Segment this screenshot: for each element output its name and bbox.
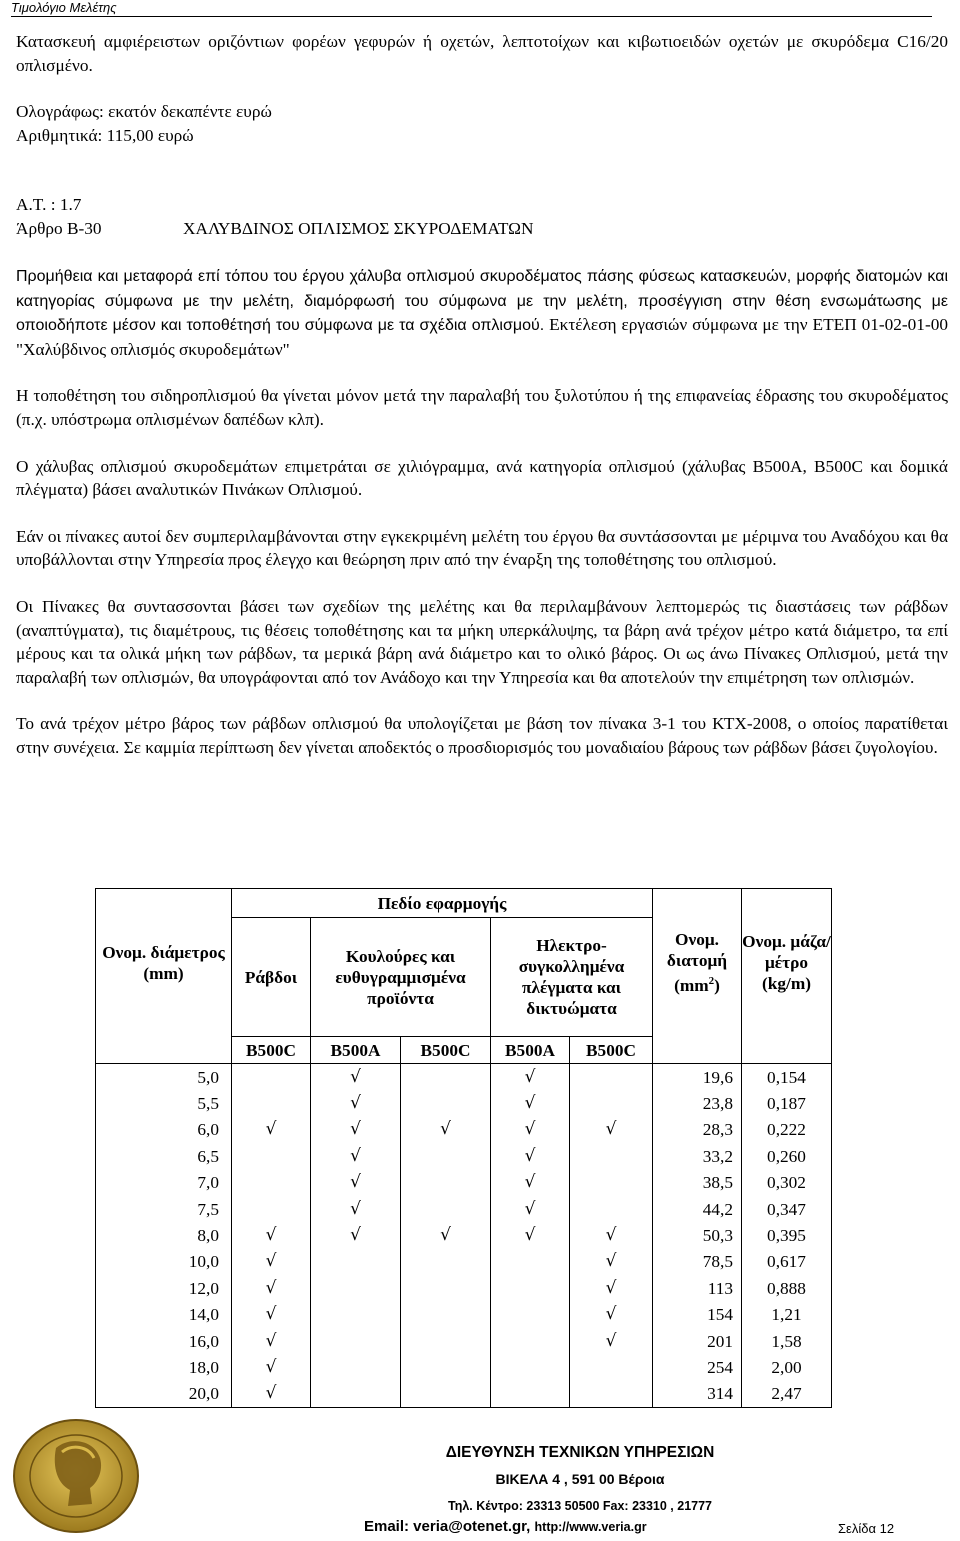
area-cell: 44,2: [653, 1196, 742, 1222]
diameter-cell: 5,0: [96, 1064, 232, 1091]
area-cell: 33,2: [653, 1143, 742, 1169]
table-row: [96, 1143, 832, 1169]
empty-cell: [570, 1354, 653, 1380]
group-header: Πεδίο εφαρμογής: [232, 889, 653, 918]
empty-cell: [491, 1275, 570, 1301]
area-cell: 38,5: [653, 1170, 742, 1196]
paragraph-placement: Η τοποθέτηση του σιδηροπλισμού θα γίνεται μόνον μετά την παραλαβή του ξυλοτύπου ή της επιφανείας έδρασης του σκυροδέματος (π.χ. υπόστρωμα οπλισμένων δαπέδων κλπ).: [16, 386, 948, 429]
mass-cell: 2,47: [742, 1381, 832, 1408]
diameter-cell: 18,0: [96, 1354, 232, 1380]
check-mark: √: [570, 1117, 653, 1143]
footer-url[interactable]: http://www.veria.gr: [534, 1520, 647, 1534]
check-mark: √: [311, 1064, 401, 1091]
empty-cell: [401, 1170, 491, 1196]
area-cell: 113: [653, 1275, 742, 1301]
diameter-cell: 16,0: [96, 1328, 232, 1354]
check-mark: √: [311, 1222, 401, 1248]
diameter-cell: 5,5: [96, 1090, 232, 1116]
empty-cell: [491, 1354, 570, 1380]
empty-cell: [570, 1064, 653, 1091]
footer-contact: [364, 1518, 647, 1535]
check-mark: √: [232, 1354, 311, 1380]
footer-address: ΒΙΚΕΛΑ 4 , 591 00 Βέροια: [495, 1471, 665, 1487]
mass-header: Ονομ. μάζα/ μέτρο (kg/m): [742, 889, 832, 1037]
empty-cell: [311, 1328, 401, 1354]
area-header: Ονομ. διατομή $(mm^2)$: [653, 889, 742, 1037]
reinforcement-table: [95, 888, 832, 1408]
check-mark: √: [232, 1302, 311, 1328]
footer: [350, 1440, 810, 1519]
paragraph-tables: Εάν οι πίνακες αυτοί δεν συμπεριλαμβάνονται στην εγκεκριμένη μελέτη του έργου θα συντάσσονται με μέριμνα του Αναδόχου και θα υποβάλλονται στην Υπηρεσία προς έλεγχο και θεώρηση πριν από την έναρξη της τοποθέτησης του οπλισμού.: [16, 526, 948, 570]
mass-cell: 1,21: [742, 1302, 832, 1328]
empty-cell: [491, 1328, 570, 1354]
check-mark: √: [570, 1249, 653, 1275]
article-heading: [16, 217, 948, 241]
mass-cell: 0,222: [742, 1117, 832, 1143]
check-mark: √: [232, 1381, 311, 1408]
empty-cell: [311, 1354, 401, 1380]
grade-header: Β500C: [401, 1037, 491, 1064]
footer-department: ΔΙΕΥΘΥΝΣΗ ΤΕΧΝΙΚΩΝ ΥΠΗΡΕΣΙΩΝ: [445, 1444, 715, 1461]
empty-cell: [401, 1090, 491, 1116]
page-number: Σελίδα 12: [838, 1521, 895, 1536]
check-mark: √: [232, 1249, 311, 1275]
empty-cell: [491, 1249, 570, 1275]
empty-cell: [401, 1249, 491, 1275]
mass-cell: 0,888: [742, 1275, 832, 1301]
diameter-cell: 8,0: [96, 1222, 232, 1248]
empty-cell: [570, 1090, 653, 1116]
table-row: [96, 1249, 832, 1275]
table-row: [96, 1196, 832, 1222]
empty-cell: [401, 1354, 491, 1380]
empty-cell: [491, 1381, 570, 1408]
empty-cell: [401, 1381, 491, 1408]
document-body: [16, 30, 948, 759]
check-mark: √: [401, 1117, 491, 1143]
check-mark: √: [491, 1064, 570, 1091]
check-mark: √: [491, 1170, 570, 1196]
mass-cell: 0,187: [742, 1090, 832, 1116]
mass-cell: 1,58: [742, 1328, 832, 1354]
diameter-cell: 10,0: [96, 1249, 232, 1275]
diameter-cell: 12,0: [96, 1275, 232, 1301]
table-row: [96, 1354, 832, 1380]
table-row: [96, 1090, 832, 1116]
check-mark: √: [232, 1328, 311, 1354]
empty-cell: [491, 1302, 570, 1328]
table-row: [96, 1275, 832, 1301]
check-mark: √: [311, 1143, 401, 1169]
diameter-cell: 6,5: [96, 1143, 232, 1169]
diameter-cell: 7,0: [96, 1170, 232, 1196]
check-mark: √: [570, 1328, 653, 1354]
article-number: Άρθρο Β-30: [16, 218, 102, 238]
area-cell: 50,3: [653, 1222, 742, 1248]
table-row: [96, 1302, 832, 1328]
table-body: [96, 1064, 832, 1408]
article-title: ΧΑΛΥΒΔΙΝΟΣ ΟΠΛΙΣΜΟΣ ΣΚΥΡΟΔΕΜΑΤΩΝ: [183, 218, 534, 238]
paragraph-unit-weight: Το ανά τρέχον μέτρο βάρος των ράβδων οπλισμού θα υπολογίζεται με βάση τον πίνακα 3-1 του ΚΤΧ-2008, ο οποίος παρατίθεται στην συνέχεια. Σε καμμία περίπτωση δεν γίνεται αποδεκτός ο προσδιορισμός του μοναδιαίου βάρους των ράβδων βάσει ζυγολογίου.: [16, 714, 948, 757]
check-mark: √: [570, 1275, 653, 1301]
footer-phone: Τηλ. Κέντρο: 23313 50500 Fax: 23310 , 21777: [447, 1499, 713, 1513]
mass-cell: 0,617: [742, 1249, 832, 1275]
coils-header: Κουλούρες και ευθυγραμμισμένα προϊόντα: [311, 918, 491, 1037]
area-cell: 28,3: [653, 1117, 742, 1143]
check-mark: √: [311, 1117, 401, 1143]
area-cell: 154: [653, 1302, 742, 1328]
empty-cell: [232, 1143, 311, 1169]
price-in-words: Ολογράφως: εκατόν δεκαπέντε ευρώ: [16, 102, 272, 122]
empty-cell: [311, 1249, 401, 1275]
empty-cell: [570, 1170, 653, 1196]
check-mark: √: [491, 1117, 570, 1143]
empty-cell: [232, 1090, 311, 1116]
page-header: Τιμολόγιο Μελέτης: [11, 0, 932, 17]
grade-header: Β500C: [570, 1037, 653, 1064]
mass-cell: 0,260: [742, 1143, 832, 1169]
intro-text: Κατασκευή αμφιέρειστων οριζόντιων φορέων γεφυρών ή οχετών, λεπτοτοίχων και κιβωτιοειδών οχετών με σκυρόδεμα C16/20 οπλισμένο.: [16, 32, 948, 75]
area-cell: 23,8: [653, 1090, 742, 1116]
check-mark: √: [570, 1302, 653, 1328]
empty-cell: [570, 1143, 653, 1169]
empty-cell: [570, 1381, 653, 1408]
diameter-cell: 6,0: [96, 1117, 232, 1143]
check-mark: √: [311, 1196, 401, 1222]
area-cell: 19,6: [653, 1064, 742, 1091]
paragraph-table-contents: Οι Πίνακες θα συντασσονται βάσει των σχεδίων της μελέτης και θα περιλαμβάνουν λεπτομερώς τις διαστάσεις των ράβδων (αναπτύγματα), τις διαμέτρους, τις θέσεις τοποθέτησης και τα μήκη υπερκάλυψης, τα βάρη ανά τρέχον μέτρο κατά διάμετρο, τα επί μέρους και τα ολικά μήκη των ράβδων, τα μερικά βάρη ανά διάμετρο και το ολικό βάρος. Οι ως άνω Πίνακες Οπλισμού, μετά την παραλαβή των οπλισμών, θα υπογράφονται από τον Ανάδοχο και την Υπηρεσία και θα αποτελούν την επιμέτρηση των οπλισμών.: [16, 596, 948, 687]
check-mark: √: [491, 1222, 570, 1248]
empty-cell: [401, 1275, 491, 1301]
paragraph-measurement: Ο χάλυβας οπλισμού σκυροδεμάτων επιμετράται σε χιλιόγραμμα, ανά κατηγορία οπλισμού (χάλυβας Β500Α, Β500C και δομικά πλέγματα) βάσει αναλυτικών Πινάκων Οπλισμού.: [16, 456, 948, 500]
area-cell: 314: [653, 1381, 742, 1408]
empty-cell: [232, 1064, 311, 1091]
area-cell: 254: [653, 1354, 742, 1380]
empty-cell: [311, 1302, 401, 1328]
table-row: [96, 1064, 832, 1091]
check-mark: √: [401, 1222, 491, 1248]
check-mark: √: [232, 1275, 311, 1301]
bars-header: Ράβδοι: [232, 918, 311, 1037]
check-mark: √: [491, 1196, 570, 1222]
empty-cell: [401, 1143, 491, 1169]
empty-cell: [401, 1302, 491, 1328]
diameter-cell: 14,0: [96, 1302, 232, 1328]
diameter-cell: 7,5: [96, 1196, 232, 1222]
check-mark: √: [491, 1090, 570, 1116]
empty-cell: [570, 1196, 653, 1222]
price-numeric: Αριθμητικά: 115,00 ευρώ: [16, 125, 194, 145]
check-mark: √: [232, 1117, 311, 1143]
empty-cell: [401, 1328, 491, 1354]
area-cell: 201: [653, 1328, 742, 1354]
paragraph-supply: [16, 264, 948, 361]
paragraph-supply-main: Προμήθεια και μεταφορά επί τόπου του έργου χάλυβα οπλισμού σκυροδέματος πάσης φύσεως κατασκευών, μορφής διατομών και κατηγορίας σύμφωνα με την μελέτη, διαμόρφωσή του σύμφωνα με την μελέτη, προσέγγιση στην θέση ενσωμάτωσης με οποιοδήποτε μέσον και τοποθέτησή του σύμφωνα με τα σχέδια οπλισμού.: [16, 267, 948, 335]
empty-cell: [401, 1064, 491, 1091]
article-code: Α.Τ. : 1.7: [16, 195, 82, 215]
mass-cell: 0,395: [742, 1222, 832, 1248]
mass-cell: 0,302: [742, 1170, 832, 1196]
city-coin-emblem-icon: [12, 1418, 140, 1534]
empty-cell: [401, 1196, 491, 1222]
empty-cell: [311, 1381, 401, 1408]
empty-cell: [311, 1275, 401, 1301]
diameter-header: Ονομ. διάμετρος (mm): [96, 889, 232, 1037]
table-row: [96, 1170, 832, 1196]
check-mark: √: [311, 1170, 401, 1196]
diameter-cell: 20,0: [96, 1381, 232, 1408]
empty-cell: [232, 1170, 311, 1196]
mass-cell: 0,154: [742, 1064, 832, 1091]
area-cell: 78,5: [653, 1249, 742, 1275]
check-mark: √: [232, 1222, 311, 1248]
mass-cell: 0,347: [742, 1196, 832, 1222]
mass-cell: 2,00: [742, 1354, 832, 1380]
paragraph-supply-etep: Εκτέλεση εργασιών σύμφωνα με την ΕΤΕΠ 01-02-01-00 "Χαλύβδινος οπλισμός σκυροδεμάτων": [16, 315, 948, 359]
grade-header: Β500A: [311, 1037, 401, 1064]
check-mark: √: [570, 1222, 653, 1248]
check-mark: √: [311, 1090, 401, 1116]
empty-cell: [232, 1196, 311, 1222]
grade-header: Β500C: [232, 1037, 311, 1064]
mesh-header: Ηλεκτρο-συγκολλημένα πλέγματα και δικτυώματα: [491, 918, 653, 1037]
grade-header: Β500A: [491, 1037, 570, 1064]
footer-email[interactable]: Email: veria@otenet.gr,: [364, 1518, 531, 1535]
check-mark: √: [491, 1143, 570, 1169]
table-row: [96, 1222, 832, 1248]
table-row: [96, 1381, 832, 1408]
table-row: [96, 1328, 832, 1354]
table-row: [96, 1117, 832, 1143]
